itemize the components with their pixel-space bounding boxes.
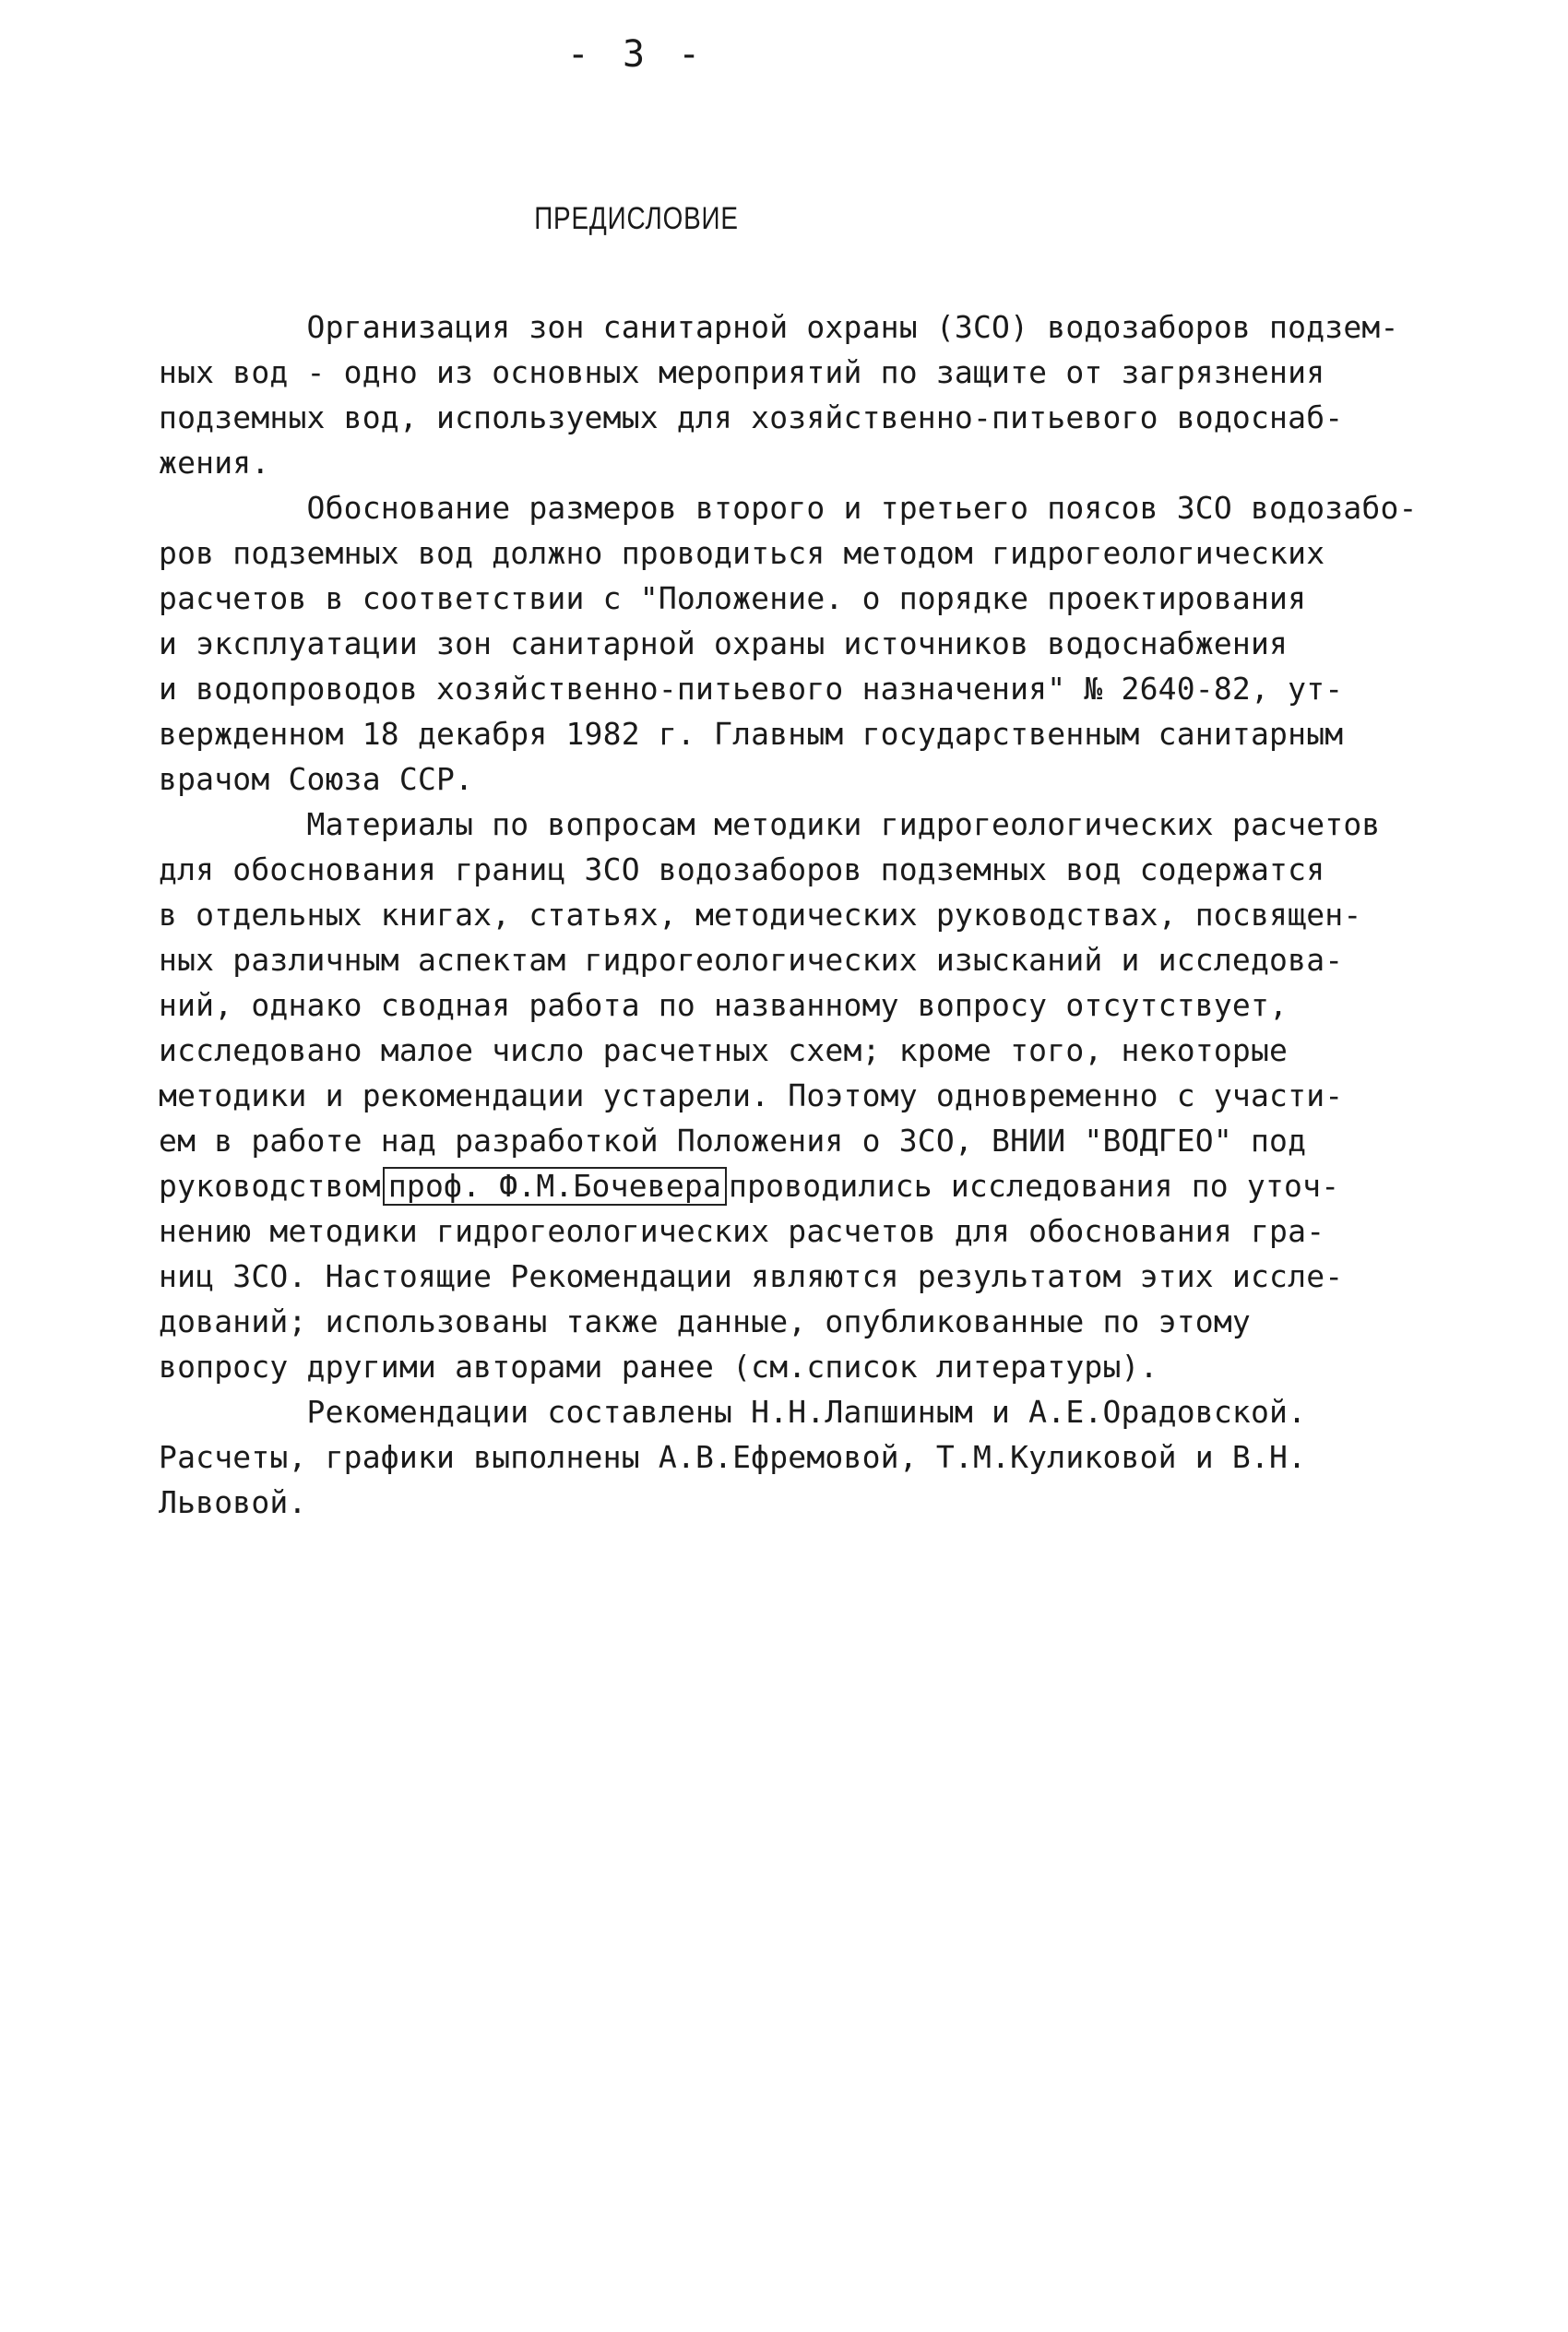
text-line: ниц ЗСО. Настоящие Рекомендации являются результатом этих иссле-	[159, 1258, 1344, 1294]
text-line: подземных вод, используемых для хозяйственно-питьевого водоснаб-	[159, 399, 1344, 435]
text-line: Материалы по вопросам методики гидрогеологических расчетов	[159, 806, 1381, 842]
text-line: Обоснование размеров второго и третьего поясов ЗСО водозабо-	[159, 490, 1418, 526]
text-line: дований; использованы также данные, опубликованные по этому	[159, 1303, 1251, 1339]
text-line-with-box	[159, 1163, 1376, 1208]
text-line: для обоснования границ ЗСО водозаборов подземных вод содержатся	[159, 851, 1325, 887]
text-line: ров подземных вод должно проводиться методом гидрогеологических	[159, 535, 1325, 571]
paragraph-1	[159, 304, 1399, 485]
text-line: в отдельных книгах, статьях, методических руководствах, посвящен-	[159, 897, 1362, 933]
text-line: Расчеты, графики выполнены А.В.Ефремовой, Т.М.Куликовой и В.Н.	[159, 1439, 1307, 1475]
text-line: жения.	[159, 445, 270, 481]
text-fragment: проводились исследования по уточ-	[729, 1168, 1340, 1204]
text-line: ных различным аспектам гидрогеологических изысканий и исследова-	[159, 942, 1344, 978]
text-line: вопросу другими авторами ранее (см.список литературы).	[159, 1349, 1158, 1385]
boxed-name: проф. Ф.М.Бочевера	[383, 1167, 727, 1206]
page-number: - 3 -	[566, 33, 707, 76]
text-line: Рекомендации составлены Н.Н.Лапшиным и А.Е.Орадовской.	[159, 1394, 1307, 1430]
document-body	[159, 304, 1418, 1525]
paragraph-3	[159, 802, 1381, 1389]
text-fragment: руководством	[159, 1168, 381, 1204]
paragraph-4	[159, 1389, 1376, 1525]
text-line: методики и рекомендации устарели. Поэтому одновременно с участи-	[159, 1077, 1344, 1113]
text-line: исследовано малое число расчетных схем; кроме того, некоторые	[159, 1032, 1289, 1068]
text-line: вержденном 18 декабря 1982 г. Главным государственным санитарным	[159, 716, 1344, 752]
text-line: нению методики гидрогеологических расчетов для обоснования гра-	[159, 1213, 1325, 1249]
text-line: ний, однако сводная работа по названному вопросу отсутствует,	[159, 987, 1289, 1023]
text-line: Львовой.	[159, 1484, 307, 1520]
text-line: ем в работе над разработкой Положения о ЗСО, ВНИИ "ВОДГЕО" под	[159, 1123, 1307, 1159]
text-line: Организация зон санитарной охраны (ЗСО) водозаборов подзем-	[159, 309, 1399, 345]
text-line: ных вод - одно из основных мероприятий по защите от загрязнения	[159, 354, 1325, 390]
page-title: ПРЕДИСЛОВИЕ	[534, 201, 739, 236]
paragraph-2	[159, 485, 1418, 802]
text-line: врачом Союза ССР.	[159, 761, 474, 797]
text-line: и эксплуатации зон санитарной охраны источников водоснабжения	[159, 625, 1289, 661]
text-line: расчетов в соответствии с "Положение. о порядке проектирования	[159, 580, 1307, 616]
text-line: и водопроводов хозяйственно-питьевого назначения" № 2640-82, ут-	[159, 671, 1344, 707]
